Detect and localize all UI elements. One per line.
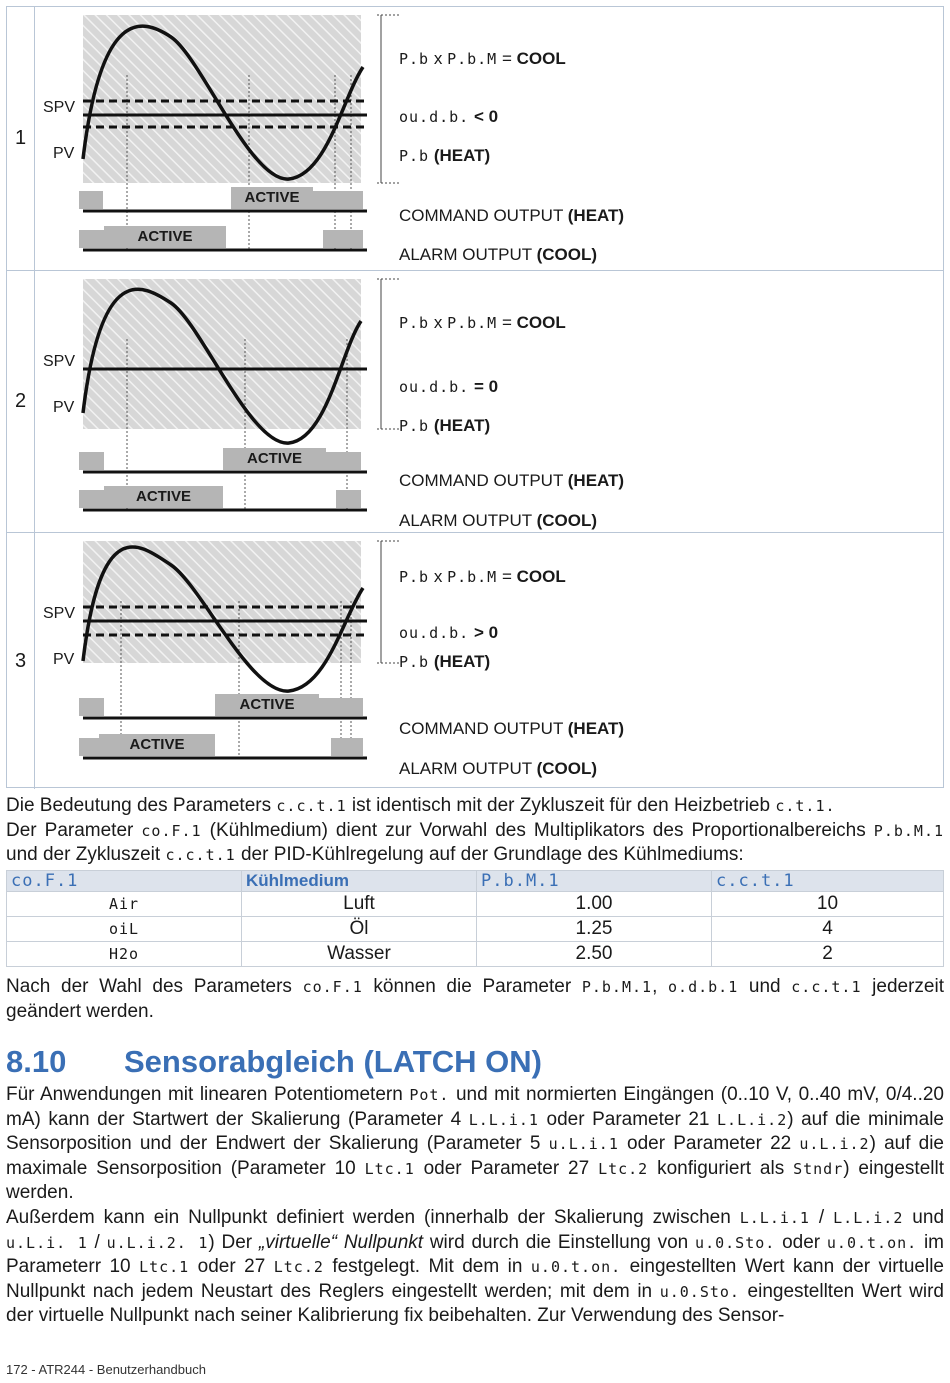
paragraph-intro: Die Bedeutung des Parameters c.c.t.1 ist identisch mit der Zykluszeit für den Heizbetrieb c.t.1. Der Parameter co.F.1 (Kühlmedium) dient zur Vorwahl des Multiplikators des Proportionalbereichs P.b.M.1 und der Zykluszeit c.c.t.1 der PID-Kühlregelung auf der Grundlage des Kühlmediums: [6, 795, 945, 866]
command-output-label: COMMAND OUTPUT (HEAT) [399, 206, 625, 225]
section-heading [6, 1044, 542, 1080]
pb-multiplier-label: P.b x P.b.M = COOL [399, 49, 566, 68]
deadband-label: ou.d.b. < 0 [399, 107, 499, 126]
cooling-medium-table [6, 870, 944, 967]
pb-heat-label: P.b (HEAT) [399, 652, 491, 671]
table-row: H2o Wasser 2.50 2 [7, 942, 944, 967]
output-off-block [79, 452, 104, 470]
row-number: 1 [7, 7, 35, 270]
pb-heat-label: P.b (HEAT) [399, 146, 491, 165]
table-row: oiL Öl 1.25 4 [7, 917, 944, 942]
row-number: 3 [7, 533, 35, 789]
pb-multiplier-label: P.b x P.b.M = COOL [399, 567, 566, 586]
paragraph-after-table: Nach der Wahl des Parameters co.F.1 können die Parameter P.b.M.1, o.d.b.1 und c.c.t.1 jederzeit geändert werden. [6, 976, 944, 1022]
output-off-block [313, 191, 363, 209]
spv-label: SPV [43, 353, 76, 370]
table-header: c.c.t.1 [712, 871, 944, 892]
output-off-block [79, 191, 103, 209]
table-row: Air Luft 1.00 10 [7, 892, 944, 917]
command-output-label: COMMAND OUTPUT (HEAT) [399, 471, 625, 490]
output-off-block [79, 490, 104, 508]
output-off-block [319, 698, 363, 716]
deadband-label: ou.d.b. > 0 [399, 623, 499, 642]
output-off-block [331, 738, 363, 756]
command-active-label: ACTIVE [244, 189, 300, 206]
pb-multiplier-label: P.b x P.b.M = COOL [399, 313, 566, 332]
alarm-output-label: ALARM OUTPUT (COOL) [399, 245, 598, 264]
diagram-table [6, 6, 944, 788]
output-off-block [336, 490, 361, 508]
command-active-label: ACTIVE [239, 696, 295, 713]
alarm-active-label: ACTIVE [135, 488, 191, 505]
pb-heat-label: P.b (HEAT) [399, 416, 491, 435]
spv-label: SPV [43, 99, 76, 116]
spv-label: SPV [43, 605, 76, 622]
alarm-output-label: ALARM OUTPUT (COOL) [399, 511, 598, 530]
alarm-active-label: ACTIVE [137, 228, 193, 245]
row-number: 2 [7, 271, 35, 532]
deadband-label: ou.d.b. = 0 [399, 377, 499, 396]
alarm-output-label: ALARM OUTPUT (COOL) [399, 759, 598, 778]
output-off-block [323, 230, 363, 248]
proportional-band-area [83, 279, 361, 429]
pv-label: PV [53, 651, 75, 668]
table-header: P.b.M.1 [477, 871, 712, 892]
diagram-row [7, 271, 943, 533]
output-off-block [79, 698, 104, 716]
table-header: Kühlmedium [242, 871, 477, 892]
alarm-active-label: ACTIVE [129, 736, 185, 753]
pv-label: PV [53, 399, 75, 416]
proportional-band-area [83, 541, 361, 663]
command-active-label: ACTIVE [246, 450, 302, 467]
output-off-block [79, 738, 99, 756]
diagram-row [7, 7, 943, 271]
diagram-row [7, 533, 943, 789]
table-header: co.F.1 [7, 871, 242, 892]
section-title: Sensorabgleich (LATCH ON) [124, 1044, 542, 1079]
page-footer: 172 - ATR244 - Benutzerhandbuch [6, 1362, 206, 1377]
output-off-block [79, 230, 104, 248]
output-off-block [326, 452, 361, 470]
section-number: 8.10 [6, 1044, 67, 1079]
command-output-label: COMMAND OUTPUT (HEAT) [399, 719, 625, 738]
paragraph-body: Für Anwendungen mit linearen Potentiometern Pot. und mit normierten Eingängen (0..10 V, 0..40 mV, 0/4..20 mA) kann der Startwert der Skalierung (Parameter 4 L.L.i.1 oder Parameter 21 L.L.i.2) auf die minimale Sensorposition und der Endwert der Skalierung (Parameter 5 u.L.i.1 oder Parameter 22 u.L.i.2) auf die maximale Sensorposition (Parameter 10 Ltc.1 oder Parameter 27 Ltc.2 konfiguriert als Stndr) eingestellt werden. Außerdem kann ein Nullpunkt definiert werden (innerhalb der Skalierung zwischen L.L.i.1 / L.L.i.2 und u.L.i. 1 / u.L.i.2. 1) Der „virtuelle“ Nullpunkt wird durch die Einstellung von u.0.Sto. oder u.0.t.on. im Parameterr 10 Ltc.1 oder 27 Ltc.2 festgelegt. Mit dem in u.0.t.on. eingestellten Wert kann der virtuelle Nullpunkt nach jedem Neustart des Reglers eingestellt werden; mit dem in u.0.Sto. eingestellten Wert wird der virtuelle Nullpunkt nach seiner Kalibrierung fix beibehalten. Zur Verwendung des Sensor- [6, 1084, 945, 1327]
pv-label: PV [53, 145, 75, 162]
